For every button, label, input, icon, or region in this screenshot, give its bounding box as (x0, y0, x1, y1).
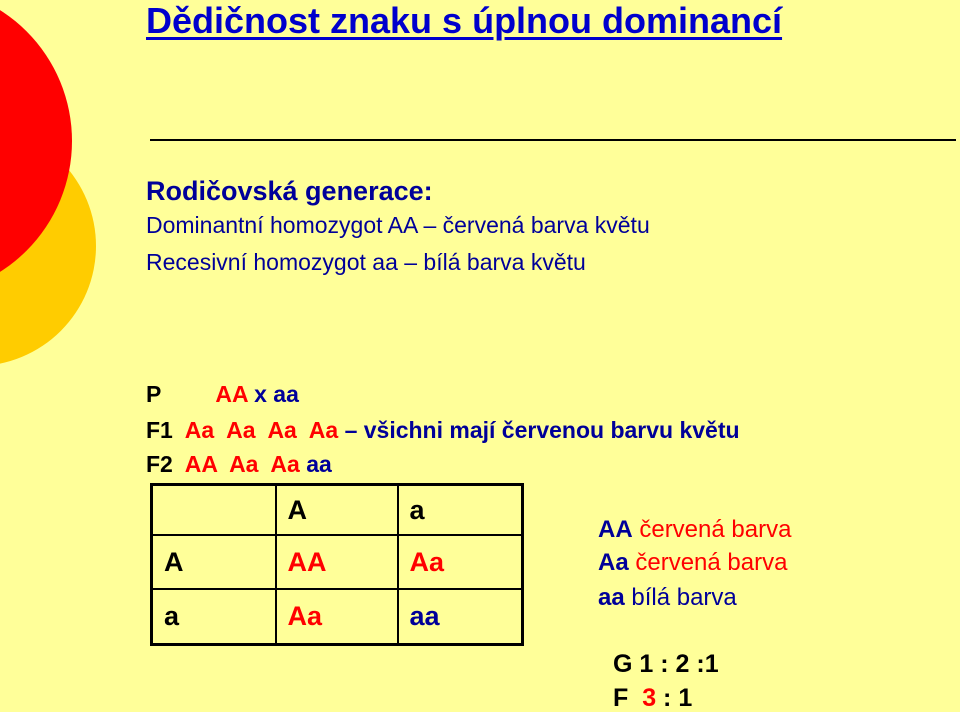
punnett-header-row (152, 485, 523, 536)
phenotype-ratio (613, 686, 692, 711)
punnett-cell: Aa (398, 535, 523, 589)
punnett-corner (152, 485, 276, 536)
cross-f1-line (146, 419, 740, 442)
cross-f1-label: F1 (146, 417, 173, 443)
cross-f1-note: – všichni mají červenou barvu květu (344, 417, 740, 443)
genotype-ratio (613, 652, 719, 677)
ratio-f-first: 3 (642, 684, 657, 712)
punnett-col-header: A (276, 485, 398, 536)
legend-desc: bílá barva (631, 584, 737, 611)
title-divider (150, 139, 956, 141)
legend-genotype: Aa (598, 549, 629, 576)
cross-f2-dominant: AA Aa Aa (184, 451, 300, 477)
punnett-row-header: A (152, 535, 276, 589)
cross-f2-recessive: aa (306, 451, 332, 477)
punnett-row (152, 589, 523, 645)
punnett-row-header: a (152, 589, 276, 645)
cross-p-rest: x aa (254, 381, 299, 407)
cross-p-label: P (146, 381, 162, 407)
punnett-row (152, 535, 523, 589)
punnett-cell: Aa (276, 589, 398, 645)
parental-line-recessive: Recesivní homozygot aa – bílá barva květu (146, 249, 586, 275)
page-title: Dědičnost znaku s úplnou dominancí (146, 0, 783, 41)
legend-item (598, 551, 787, 575)
punnett-square (150, 483, 524, 646)
legend-genotype: AA (598, 516, 633, 543)
parental-line-dominant: Dominantní homozygot AA – červená barva květu (146, 212, 650, 238)
ratio-g-label: G (613, 650, 633, 678)
ratio-g-value: 1 : 2 :1 (639, 650, 719, 678)
legend-genotype: aa (598, 584, 625, 611)
legend-item (598, 586, 737, 610)
legend-item (598, 518, 791, 542)
punnett-cell: AA (276, 535, 398, 589)
cross-f2-line (146, 453, 332, 476)
cross-p-line (146, 383, 299, 406)
parental-heading: Rodičovská generace: (146, 176, 433, 206)
cross-p-dominant: AA (215, 381, 248, 407)
legend-desc: červená barva (635, 549, 788, 576)
punnett-col-header: a (398, 485, 523, 536)
cross-f1-genotypes: Aa Aa Aa Aa (184, 417, 339, 443)
ratio-f-rest: : 1 (663, 684, 693, 712)
ratio-f-label: F (613, 684, 629, 712)
legend-desc: červená barva (639, 516, 792, 543)
cross-f2-label: F2 (146, 451, 173, 477)
punnett-cell: aa (398, 589, 523, 645)
